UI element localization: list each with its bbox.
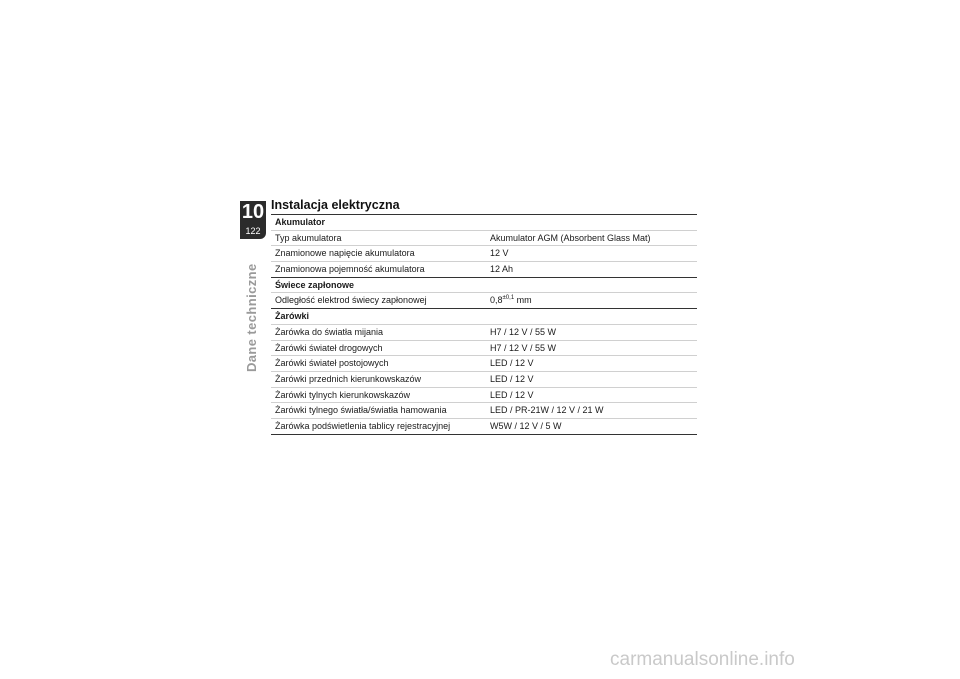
row-value-with-tolerance (490, 293, 532, 308)
row-value: H7 / 12 V / 55 W (490, 326, 557, 337)
section-title: Instalacja elektryczna (271, 198, 400, 212)
row-label: Znamionowa pojemność akumulatora (275, 264, 425, 275)
watermark-text: carmanualsonline.info (610, 649, 795, 670)
page-number: 122 (245, 226, 261, 236)
row-label: Typ akumulatora (275, 232, 342, 243)
table-row (271, 262, 697, 278)
table-row (271, 231, 697, 247)
table-row (271, 403, 697, 419)
row-label: Żarówka do światła mijania (275, 326, 384, 337)
value-number: 0,8 (490, 295, 503, 306)
table-row (271, 388, 697, 404)
row-label: Znamionowe napięcie akumulatora (275, 248, 415, 259)
table-row (271, 325, 697, 341)
group-header-bulbs (271, 309, 697, 325)
row-value: LED / 12 V (490, 373, 534, 384)
row-value: 12 Ah (490, 264, 514, 275)
row-value: H7 / 12 V / 55 W (490, 342, 557, 353)
value-tolerance: ±0,1 (502, 295, 515, 302)
table-row (271, 293, 697, 309)
table-row (271, 356, 697, 372)
group-title: Akumulator (275, 217, 326, 227)
chapter-side-label: Dane techniczne (244, 263, 259, 372)
row-value: 12 V (490, 248, 509, 259)
group-header-spark-plugs (271, 278, 697, 294)
row-label: Żarówki świateł postojowych (275, 358, 389, 369)
row-value: LED / PR-21W / 12 V / 21 W (490, 405, 604, 416)
table-row (271, 341, 697, 357)
spec-table (271, 214, 697, 435)
row-label: Żarówki tylnych kierunkowskazów (275, 389, 411, 400)
row-value: W5W / 12 V / 5 W (490, 420, 562, 431)
row-label: Odległość elektrod świecy zapłonowej (275, 295, 427, 306)
row-label: Żarówki tylnego światła/światła hamowania (275, 405, 447, 416)
value-unit: mm (516, 295, 532, 306)
row-value: LED / 12 V (490, 389, 534, 400)
row-label: Żarówki przednich kierunkowskazów (275, 373, 422, 384)
table-row (271, 372, 697, 388)
row-value: Akumulator AGM (Absorbent Glass Mat) (490, 232, 651, 243)
chapter-number: 10 (241, 201, 265, 223)
group-header-battery (271, 215, 697, 231)
row-value: LED / 12 V (490, 358, 534, 369)
table-row (271, 419, 697, 435)
row-label: Żarówki świateł drogowych (275, 342, 383, 353)
group-title: Żarówki (275, 311, 310, 322)
table-row (271, 246, 697, 262)
row-label: Żarówka podświetlenia tablicy rejestracyjnej (275, 420, 451, 431)
group-title: Świece zapłonowe (275, 279, 355, 290)
